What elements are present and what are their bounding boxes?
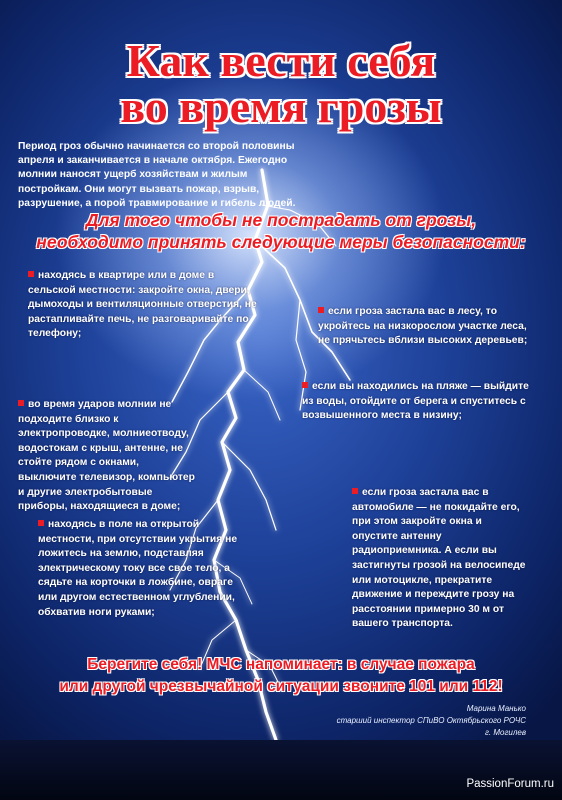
red-square-bullet-icon (302, 382, 308, 388)
title-line-2: во время грозы (120, 81, 442, 132)
safety-tip-text: если гроза застала вас в лесу, то укройтесь на низкорослом участке леса, не прячьтесь вблизи высоких деревьев; (318, 306, 528, 347)
safety-tip-beach (302, 380, 532, 424)
red-square-bullet-icon (318, 307, 324, 313)
author-position: старший инспектор СПиВО Октябрьского РОЧС (336, 716, 526, 725)
safety-tip-text: находясь в поле на открытой местности, при отсутствии укрытия не ложитесь на землю, подставляя электрическому току все свое тело, а сядьте на корточки в ложбине, овраге или другом естественном углублении, обхватив ноги руками; (38, 519, 238, 618)
red-square-bullet-icon (38, 520, 44, 526)
red-square-bullet-icon (352, 488, 358, 494)
title-line-1: Как вести себя (126, 35, 436, 86)
safety-tip-forest (318, 305, 538, 349)
author-city: г. Могилев (484, 728, 526, 737)
footer-line-2: или другой чрезвычайной ситуации звоните 101 или 112! (59, 678, 503, 695)
safety-tip-text: находясь в квартире или в доме в сельской местности: закройте окна, двери, дымоходы и вентиляционные отверстия, не растапливайте печь, не разговаривайте по телефону; (28, 270, 257, 340)
red-square-bullet-icon (28, 271, 34, 277)
intro-paragraph: Период гроз обычно начинается со второй половины апреля и заканчивается в начале октября. Ежегодно молнии наносят ущерб хозяйствам и жилым постройкам. Они могут вызвать пожар, взрыв, разрушение, а порой травмирование и гибель людей. (18, 141, 296, 209)
subtitle-line-1: Для того чтобы не пострадать от грозы, (85, 210, 477, 230)
safety-tip-field (38, 518, 250, 620)
red-square-bullet-icon (18, 400, 24, 406)
safety-tip-electrical (18, 398, 196, 515)
dark-ground-strip (0, 740, 562, 800)
safety-tip-home (28, 269, 263, 342)
safety-tip-text: если вы находились на пляже — выйдите из воды, отойдите от берега и спуститесь с возвышенного места в низину; (302, 381, 529, 422)
safety-tip-text: во время ударов молнии не подходите близко к электропроводке, молниеотводу, водостокам с крыш, антенне, не стойте рядом с окнами, выключите телевизор, компьютер и другие электробытовые приборы, находящиеся в доме; (18, 399, 195, 513)
safety-tip-text: если гроза застала вас в автомобиле — не покидайте его, при этом закройте окна и опустите антенну радиоприемника. А если вы застигнуты грозой на велосипеде или мотоцикле, прекратите движение и переждите грозу на расстоянии примерно 30 м от вашего транспорта. (352, 487, 526, 630)
subtitle-line-2: необходимо принять следующие меры безопасности: (36, 232, 526, 252)
author-name: Марина Манько (466, 704, 526, 713)
safety-tip-car (352, 486, 528, 632)
footer-line-1: Берегите себя! МЧС напоминает: в случае пожара (87, 656, 475, 673)
watermark-text: PassionForum.ru (466, 778, 554, 790)
